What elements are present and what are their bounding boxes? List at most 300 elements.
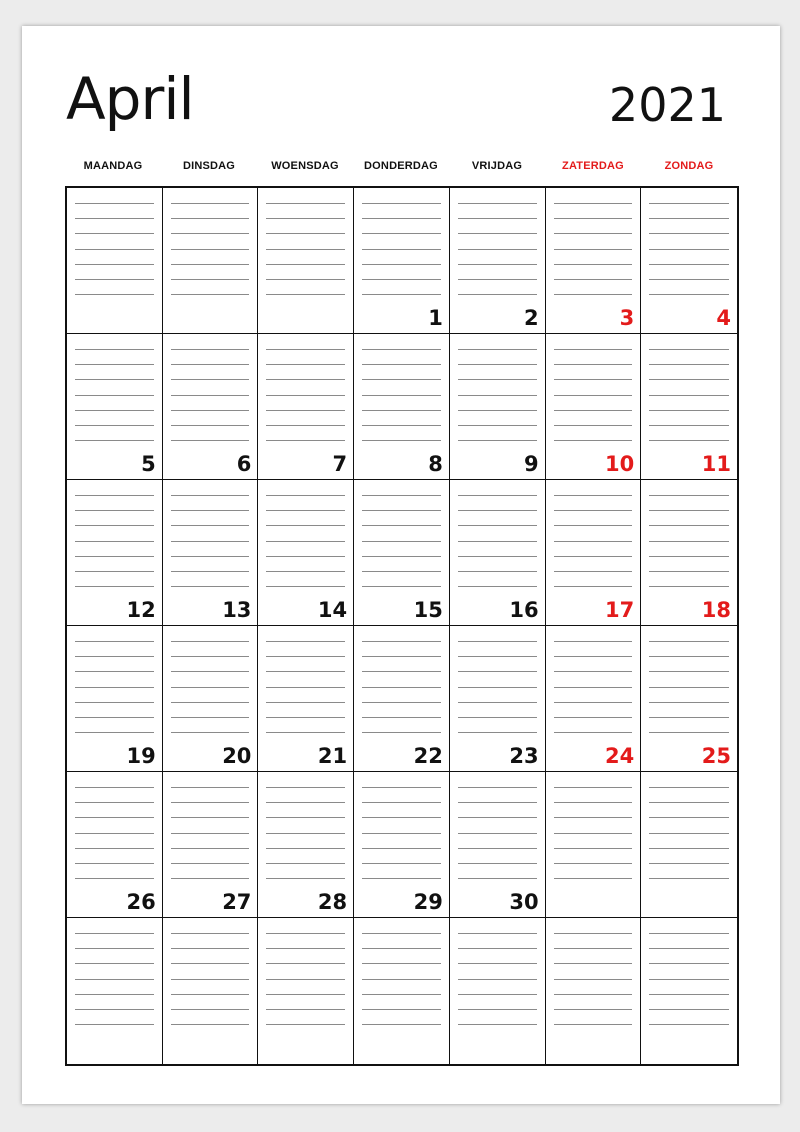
note-line bbox=[171, 364, 250, 365]
note-line bbox=[75, 671, 154, 672]
note-line bbox=[362, 349, 441, 350]
note-line bbox=[75, 994, 154, 995]
day-cell bbox=[67, 480, 163, 626]
note-lines bbox=[649, 203, 729, 309]
day-number: 27 bbox=[218, 892, 251, 913]
note-line bbox=[554, 963, 633, 964]
note-lines bbox=[75, 641, 154, 747]
note-line bbox=[171, 571, 250, 572]
note-line bbox=[75, 249, 154, 250]
calendar-grid bbox=[65, 186, 739, 1066]
note-line bbox=[649, 848, 729, 849]
note-line bbox=[554, 933, 633, 934]
note-lines bbox=[649, 349, 729, 455]
note-line bbox=[171, 994, 250, 995]
note-lines bbox=[75, 787, 154, 893]
note-line bbox=[362, 994, 441, 995]
day-cell bbox=[354, 626, 450, 772]
note-line bbox=[75, 233, 154, 234]
note-line bbox=[554, 410, 633, 411]
note-line bbox=[75, 410, 154, 411]
day-cell bbox=[258, 626, 354, 772]
note-line bbox=[362, 279, 441, 280]
note-line bbox=[649, 379, 729, 380]
note-line bbox=[171, 863, 250, 864]
note-lines bbox=[75, 349, 154, 455]
note-lines bbox=[171, 787, 250, 893]
note-line bbox=[458, 294, 537, 295]
day-number: 13 bbox=[218, 600, 251, 621]
note-line bbox=[266, 586, 345, 587]
note-line bbox=[266, 802, 345, 803]
day-number: 21 bbox=[314, 746, 347, 767]
note-line bbox=[266, 1024, 345, 1025]
note-lines bbox=[266, 349, 345, 455]
day-cell bbox=[641, 334, 737, 480]
note-line bbox=[458, 395, 537, 396]
note-line bbox=[458, 264, 537, 265]
note-line bbox=[75, 541, 154, 542]
note-line bbox=[554, 264, 633, 265]
day-number: 29 bbox=[410, 892, 443, 913]
note-line bbox=[554, 833, 633, 834]
note-line bbox=[75, 525, 154, 526]
note-line bbox=[75, 641, 154, 642]
note-lines bbox=[171, 203, 250, 309]
day-number: 11 bbox=[698, 454, 731, 475]
note-line bbox=[266, 948, 345, 949]
note-line bbox=[649, 294, 729, 295]
note-line bbox=[266, 732, 345, 733]
note-line bbox=[75, 817, 154, 818]
note-line bbox=[266, 933, 345, 934]
note-lines bbox=[458, 203, 537, 309]
day-cell bbox=[641, 772, 737, 918]
note-line bbox=[171, 218, 250, 219]
day-cell bbox=[546, 334, 642, 480]
note-line bbox=[266, 571, 345, 572]
note-line bbox=[362, 218, 441, 219]
day-number: 22 bbox=[410, 746, 443, 767]
note-line bbox=[458, 379, 537, 380]
note-lines bbox=[362, 787, 441, 893]
note-line bbox=[266, 233, 345, 234]
note-line bbox=[554, 571, 633, 572]
note-line bbox=[362, 233, 441, 234]
note-line bbox=[75, 440, 154, 441]
weekday-saturday: ZATERDAG bbox=[562, 160, 624, 172]
note-line bbox=[458, 979, 537, 980]
day-cell bbox=[258, 334, 354, 480]
note-line bbox=[458, 410, 537, 411]
note-line bbox=[266, 979, 345, 980]
note-line bbox=[362, 249, 441, 250]
note-line bbox=[362, 410, 441, 411]
note-line bbox=[554, 541, 633, 542]
note-lines bbox=[362, 641, 441, 747]
note-line bbox=[171, 541, 250, 542]
note-line bbox=[171, 1024, 250, 1025]
note-line bbox=[649, 349, 729, 350]
day-cell bbox=[354, 772, 450, 918]
note-lines bbox=[362, 495, 441, 601]
note-line bbox=[649, 1024, 729, 1025]
note-line bbox=[554, 848, 633, 849]
note-line bbox=[554, 717, 633, 718]
note-line bbox=[75, 848, 154, 849]
note-line bbox=[458, 656, 537, 657]
note-line bbox=[649, 410, 729, 411]
note-line bbox=[266, 440, 345, 441]
day-cell bbox=[546, 918, 642, 1064]
note-line bbox=[649, 233, 729, 234]
note-lines bbox=[458, 349, 537, 455]
note-line bbox=[649, 933, 729, 934]
note-line bbox=[554, 863, 633, 864]
note-lines bbox=[649, 787, 729, 893]
day-number: 5 bbox=[137, 454, 156, 475]
day-number: 14 bbox=[314, 600, 347, 621]
note-line bbox=[554, 425, 633, 426]
note-line bbox=[458, 933, 537, 934]
note-line bbox=[649, 541, 729, 542]
day-cell bbox=[67, 626, 163, 772]
note-line bbox=[266, 848, 345, 849]
note-line bbox=[171, 264, 250, 265]
weekday-thursday: DONDERDAG bbox=[364, 160, 438, 172]
note-line bbox=[458, 878, 537, 879]
note-line bbox=[458, 1024, 537, 1025]
note-line bbox=[458, 495, 537, 496]
note-line bbox=[362, 848, 441, 849]
day-cell bbox=[641, 480, 737, 626]
note-line bbox=[649, 702, 729, 703]
note-line bbox=[554, 249, 633, 250]
day-cell bbox=[354, 334, 450, 480]
note-line bbox=[362, 495, 441, 496]
note-line bbox=[649, 833, 729, 834]
note-line bbox=[554, 802, 633, 803]
note-line bbox=[171, 294, 250, 295]
day-cell bbox=[163, 188, 259, 334]
day-number: 28 bbox=[314, 892, 347, 913]
note-line bbox=[171, 979, 250, 980]
note-line bbox=[458, 556, 537, 557]
note-lines bbox=[458, 495, 537, 601]
note-line bbox=[266, 218, 345, 219]
note-line bbox=[458, 802, 537, 803]
note-line bbox=[649, 717, 729, 718]
note-line bbox=[266, 510, 345, 511]
note-line bbox=[554, 671, 633, 672]
note-line bbox=[75, 586, 154, 587]
note-line bbox=[362, 510, 441, 511]
note-line bbox=[171, 425, 250, 426]
note-line bbox=[458, 702, 537, 703]
note-lines bbox=[266, 641, 345, 747]
note-lines bbox=[362, 933, 441, 1039]
note-line bbox=[649, 218, 729, 219]
note-line bbox=[266, 817, 345, 818]
note-line bbox=[266, 556, 345, 557]
note-line bbox=[75, 395, 154, 396]
note-lines bbox=[362, 349, 441, 455]
note-line bbox=[266, 671, 345, 672]
note-line bbox=[266, 364, 345, 365]
note-line bbox=[171, 641, 250, 642]
note-line bbox=[554, 510, 633, 511]
note-line bbox=[171, 933, 250, 934]
note-line bbox=[362, 395, 441, 396]
note-line bbox=[266, 294, 345, 295]
note-line bbox=[171, 702, 250, 703]
day-cell bbox=[258, 772, 354, 918]
day-number: 26 bbox=[122, 892, 155, 913]
note-line bbox=[75, 571, 154, 572]
note-line bbox=[75, 264, 154, 265]
note-line bbox=[75, 963, 154, 964]
day-number: 12 bbox=[122, 600, 155, 621]
note-lines bbox=[554, 787, 633, 893]
note-line bbox=[458, 687, 537, 688]
note-line bbox=[75, 933, 154, 934]
note-line bbox=[458, 994, 537, 995]
note-line bbox=[649, 979, 729, 980]
note-line bbox=[649, 249, 729, 250]
note-line bbox=[75, 717, 154, 718]
note-lines bbox=[266, 203, 345, 309]
weekday-wednesday: WOENSDAG bbox=[271, 160, 339, 172]
note-line bbox=[554, 1009, 633, 1010]
note-line bbox=[458, 1009, 537, 1010]
note-line bbox=[362, 656, 441, 657]
note-line bbox=[458, 848, 537, 849]
note-line bbox=[458, 833, 537, 834]
note-line bbox=[75, 1009, 154, 1010]
note-line bbox=[649, 802, 729, 803]
month-title: April bbox=[66, 65, 194, 133]
note-line bbox=[554, 687, 633, 688]
note-line bbox=[75, 687, 154, 688]
note-line bbox=[171, 948, 250, 949]
note-line bbox=[171, 802, 250, 803]
note-line bbox=[362, 1024, 441, 1025]
note-line bbox=[171, 1009, 250, 1010]
note-line bbox=[171, 717, 250, 718]
note-line bbox=[554, 203, 633, 204]
day-cell bbox=[354, 918, 450, 1064]
day-cell bbox=[450, 188, 546, 334]
note-lines bbox=[362, 203, 441, 309]
note-line bbox=[362, 687, 441, 688]
note-line bbox=[362, 717, 441, 718]
note-lines bbox=[266, 495, 345, 601]
day-cell bbox=[258, 918, 354, 1064]
note-line bbox=[554, 495, 633, 496]
note-line bbox=[362, 702, 441, 703]
day-cell bbox=[354, 480, 450, 626]
weekday-sunday: ZONDAG bbox=[664, 160, 714, 172]
note-line bbox=[554, 556, 633, 557]
day-cell bbox=[450, 626, 546, 772]
note-line bbox=[362, 425, 441, 426]
note-line bbox=[458, 963, 537, 964]
note-line bbox=[362, 586, 441, 587]
day-number: 23 bbox=[505, 746, 538, 767]
note-line bbox=[649, 963, 729, 964]
note-line bbox=[649, 732, 729, 733]
note-line bbox=[458, 732, 537, 733]
note-line bbox=[75, 349, 154, 350]
note-line bbox=[75, 979, 154, 980]
note-line bbox=[171, 848, 250, 849]
note-line bbox=[554, 878, 633, 879]
note-line bbox=[266, 656, 345, 657]
note-line bbox=[458, 349, 537, 350]
note-line bbox=[362, 571, 441, 572]
note-line bbox=[171, 963, 250, 964]
note-line bbox=[266, 878, 345, 879]
note-line bbox=[171, 787, 250, 788]
note-line bbox=[266, 541, 345, 542]
note-line bbox=[362, 802, 441, 803]
note-line bbox=[458, 525, 537, 526]
year-title: 2021 bbox=[608, 78, 726, 132]
day-cell bbox=[163, 772, 259, 918]
note-line bbox=[649, 994, 729, 995]
note-line bbox=[266, 425, 345, 426]
note-line bbox=[458, 218, 537, 219]
note-lines bbox=[649, 933, 729, 1039]
note-line bbox=[649, 948, 729, 949]
note-line bbox=[362, 525, 441, 526]
note-line bbox=[75, 732, 154, 733]
note-line bbox=[458, 279, 537, 280]
note-line bbox=[171, 833, 250, 834]
note-lines bbox=[458, 933, 537, 1039]
note-line bbox=[554, 641, 633, 642]
note-line bbox=[362, 979, 441, 980]
note-line bbox=[554, 948, 633, 949]
note-line bbox=[266, 1009, 345, 1010]
note-line bbox=[75, 702, 154, 703]
day-cell bbox=[163, 918, 259, 1064]
note-lines bbox=[554, 641, 633, 747]
note-line bbox=[75, 787, 154, 788]
note-line bbox=[171, 495, 250, 496]
note-line bbox=[649, 817, 729, 818]
day-number: 24 bbox=[601, 746, 634, 767]
note-line bbox=[649, 863, 729, 864]
day-number: 1 bbox=[424, 308, 443, 329]
day-cell bbox=[67, 334, 163, 480]
day-cell bbox=[450, 918, 546, 1064]
note-line bbox=[171, 510, 250, 511]
calendar-page bbox=[22, 26, 780, 1104]
note-lines bbox=[554, 933, 633, 1039]
note-line bbox=[171, 817, 250, 818]
note-line bbox=[554, 440, 633, 441]
note-line bbox=[649, 203, 729, 204]
note-line bbox=[458, 249, 537, 250]
note-line bbox=[362, 933, 441, 934]
note-line bbox=[554, 294, 633, 295]
note-line bbox=[171, 233, 250, 234]
note-line bbox=[554, 279, 633, 280]
note-line bbox=[362, 556, 441, 557]
note-line bbox=[554, 787, 633, 788]
note-line bbox=[554, 395, 633, 396]
day-cell bbox=[450, 334, 546, 480]
note-lines bbox=[458, 641, 537, 747]
note-line bbox=[362, 203, 441, 204]
note-line bbox=[458, 571, 537, 572]
note-line bbox=[75, 878, 154, 879]
note-line bbox=[266, 833, 345, 834]
note-line bbox=[458, 541, 537, 542]
note-line bbox=[75, 379, 154, 380]
note-line bbox=[458, 641, 537, 642]
note-lines bbox=[554, 349, 633, 455]
day-cell bbox=[450, 480, 546, 626]
day-cell bbox=[258, 480, 354, 626]
note-line bbox=[362, 863, 441, 864]
note-line bbox=[649, 787, 729, 788]
note-line bbox=[649, 364, 729, 365]
note-line bbox=[554, 817, 633, 818]
note-line bbox=[171, 732, 250, 733]
note-line bbox=[75, 364, 154, 365]
note-line bbox=[362, 364, 441, 365]
note-line bbox=[649, 878, 729, 879]
note-line bbox=[171, 586, 250, 587]
note-line bbox=[75, 279, 154, 280]
day-number: 15 bbox=[410, 600, 443, 621]
note-line bbox=[266, 249, 345, 250]
note-lines bbox=[75, 933, 154, 1039]
note-line bbox=[266, 863, 345, 864]
note-line bbox=[554, 218, 633, 219]
day-cell bbox=[546, 626, 642, 772]
day-number: 30 bbox=[505, 892, 538, 913]
note-lines bbox=[458, 787, 537, 893]
note-line bbox=[75, 556, 154, 557]
day-cell bbox=[450, 772, 546, 918]
note-line bbox=[75, 802, 154, 803]
day-cell bbox=[67, 188, 163, 334]
note-line bbox=[649, 687, 729, 688]
day-cell bbox=[546, 480, 642, 626]
note-lines bbox=[649, 495, 729, 601]
note-line bbox=[266, 410, 345, 411]
day-cell bbox=[258, 188, 354, 334]
note-line bbox=[266, 203, 345, 204]
note-line bbox=[649, 656, 729, 657]
day-number: 10 bbox=[601, 454, 634, 475]
day-cell bbox=[641, 626, 737, 772]
note-line bbox=[266, 702, 345, 703]
note-lines bbox=[75, 203, 154, 309]
note-line bbox=[266, 994, 345, 995]
note-line bbox=[266, 787, 345, 788]
note-line bbox=[649, 586, 729, 587]
note-lines bbox=[554, 203, 633, 309]
note-line bbox=[171, 556, 250, 557]
note-line bbox=[171, 410, 250, 411]
note-line bbox=[171, 349, 250, 350]
note-line bbox=[362, 294, 441, 295]
note-line bbox=[266, 717, 345, 718]
